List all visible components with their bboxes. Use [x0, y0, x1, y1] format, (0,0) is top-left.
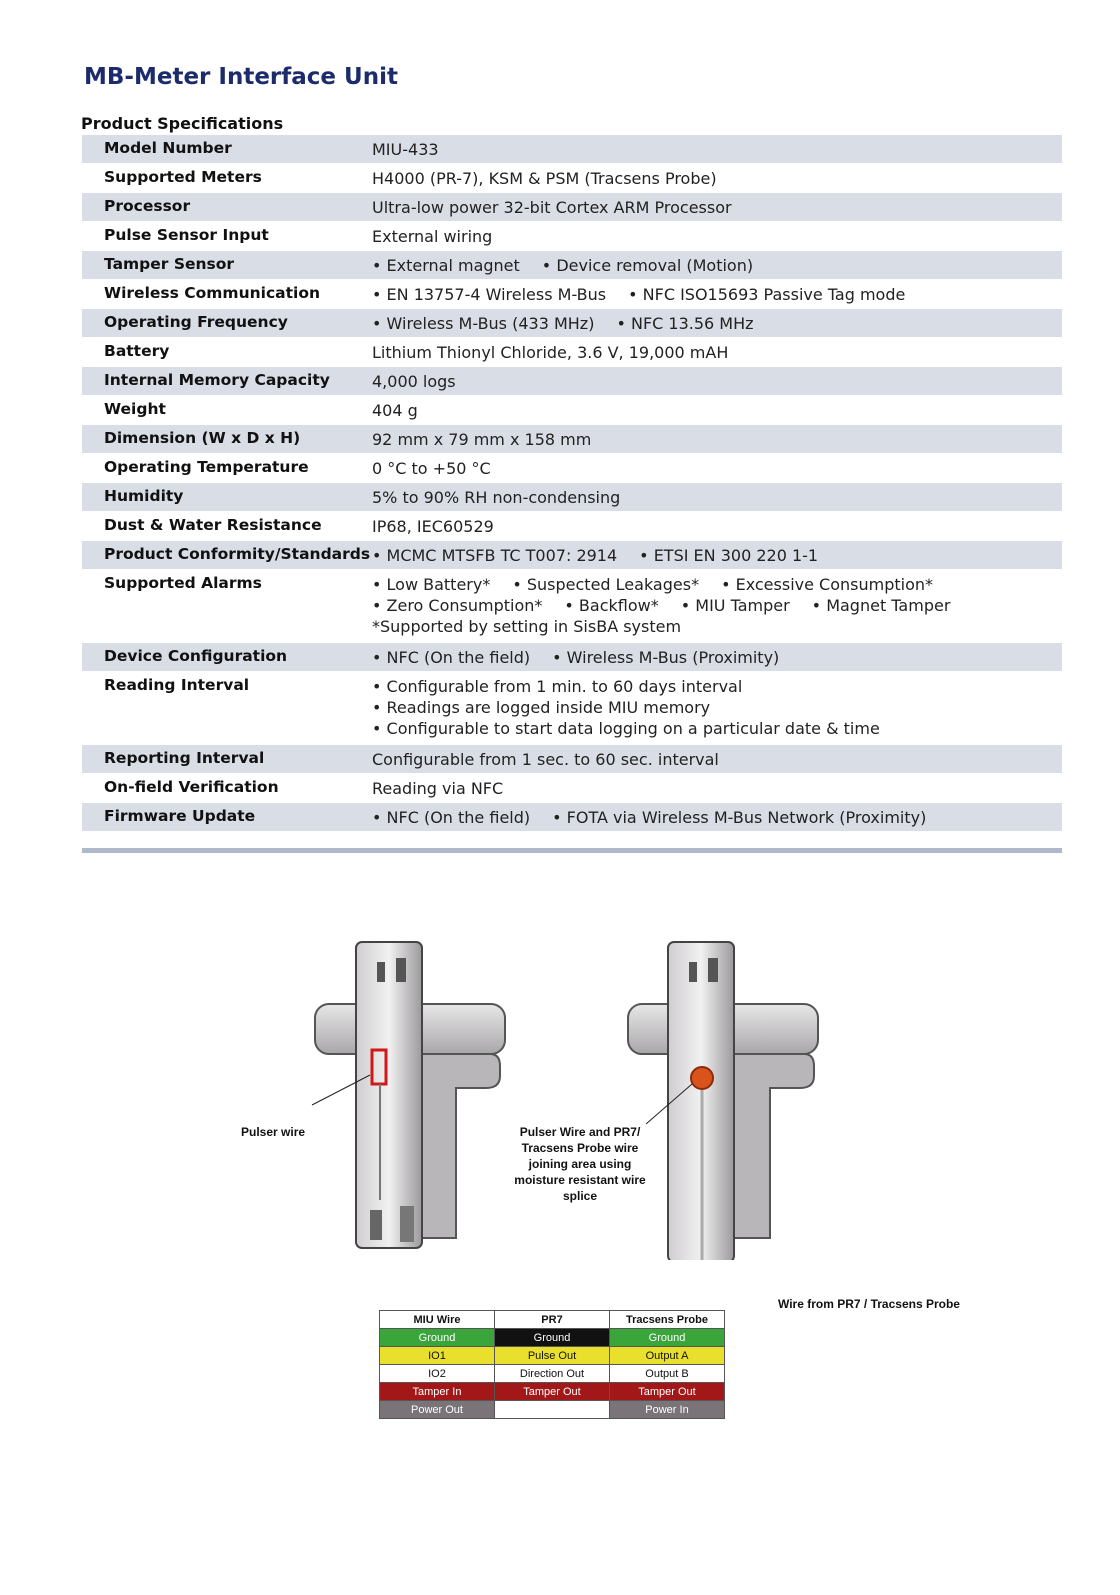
spec-value — [372, 338, 1062, 366]
wiring-cell: Power In — [610, 1401, 725, 1419]
spec-value-item: • NFC ISO15693 Passive Tag mode — [628, 285, 906, 304]
wiring-cell: Ground — [495, 1329, 610, 1347]
wiring-cell — [495, 1401, 610, 1419]
spec-label: Operating Frequency — [104, 313, 288, 331]
spec-row — [82, 570, 1062, 643]
wiring-header: MIU Wire — [380, 1311, 495, 1329]
spec-label: Firmware Update — [104, 807, 256, 825]
wiring-cell: Tamper In — [380, 1383, 495, 1401]
spec-label: Weight — [104, 400, 166, 418]
spec-row — [82, 280, 1062, 309]
spec-row — [82, 309, 1062, 338]
spec-value — [372, 570, 1062, 640]
spec-value — [372, 164, 1062, 192]
spec-value — [372, 222, 1062, 250]
spec-label: Reading Interval — [104, 676, 250, 694]
spec-label: Battery — [104, 342, 170, 360]
wiring-cell: Direction Out — [495, 1365, 610, 1383]
spec-row — [82, 643, 1062, 672]
spec-label: Internal Memory Capacity — [104, 371, 330, 389]
spec-value — [372, 774, 1062, 802]
spec-label: Supported Alarms — [104, 574, 262, 592]
spec-value-item: Reading via NFC — [372, 779, 504, 798]
spec-label: Reporting Interval — [104, 749, 265, 767]
spec-value-item: 5% to 90% RH non-condensing — [372, 488, 621, 507]
spec-value-item: • NFC (On the field) — [372, 808, 531, 827]
spec-row — [82, 454, 1062, 483]
spec-value — [372, 803, 1062, 831]
spec-row — [82, 164, 1062, 193]
wiring-row — [380, 1329, 725, 1347]
spec-label: Dust & Water Resistance — [104, 516, 322, 534]
spec-value-item: 0 °C to +50 °C — [372, 459, 491, 478]
spec-value-item: • External magnet — [372, 256, 520, 275]
spec-value-item: • Suspected Leakages* — [512, 575, 700, 594]
spec-value — [372, 367, 1062, 395]
spec-row — [82, 251, 1062, 280]
wiring-cell: Output B — [610, 1365, 725, 1383]
spec-value-item: • FOTA via Wireless M-Bus Network (Proximity) — [552, 808, 927, 827]
wiring-cell: IO2 — [380, 1365, 495, 1383]
spec-value-item: • EN 13757-4 Wireless M-Bus — [372, 285, 607, 304]
spec-row — [82, 672, 1062, 745]
spec-value — [372, 483, 1062, 511]
spec-value — [372, 193, 1062, 221]
spec-value-item: • ETSI EN 300 220 1-1 — [639, 546, 819, 565]
spec-value-item: Ultra-low power 32-bit Cortex ARM Processor — [372, 198, 732, 217]
spec-value-item: Lithium Thionyl Chloride, 3.6 V, 19,000 mAH — [372, 343, 729, 362]
spec-value — [372, 454, 1062, 482]
spec-value — [372, 541, 1062, 569]
spec-row — [82, 367, 1062, 396]
spec-value-item: • Backflow* — [564, 596, 659, 615]
miu-device-right — [628, 942, 818, 1260]
spec-row — [82, 483, 1062, 512]
spec-value-item: • Excessive Consumption* — [721, 575, 934, 594]
spec-value-item: • Configurable from 1 min. to 60 days interval — [372, 677, 743, 696]
wiring-cell: IO1 — [380, 1347, 495, 1365]
spec-label: Device Configuration — [104, 647, 288, 665]
spec-label: Model Number — [104, 139, 232, 157]
spec-label: Supported Meters — [104, 168, 262, 186]
table-bottom-rule — [82, 848, 1062, 853]
spec-value-item: 404 g — [372, 401, 418, 420]
wiring-table — [379, 1310, 725, 1419]
spec-value-item: IP68, IEC60529 — [372, 517, 494, 536]
wiring-cell: Ground — [610, 1329, 725, 1347]
spec-value-item: 92 mm x 79 mm x 158 mm — [372, 430, 592, 449]
spec-label: Dimension (W x D x H) — [104, 429, 301, 447]
spec-value-item: • Device removal (Motion) — [541, 256, 754, 275]
spec-value — [372, 309, 1062, 337]
spec-label: Product Conformity/Standards — [104, 545, 371, 563]
wiring-cell: Power Out — [380, 1401, 495, 1419]
spec-label: Wireless Communication — [104, 284, 321, 302]
spec-table — [82, 135, 1062, 832]
spec-value — [372, 425, 1062, 453]
spec-label: Humidity — [104, 487, 184, 505]
spec-value-item: *Supported by setting in SisBA system — [372, 617, 682, 636]
spec-value-item: • Wireless M-Bus (Proximity) — [552, 648, 780, 667]
section-heading: Product Specifications — [81, 114, 284, 133]
wiring-cell: Pulse Out — [495, 1347, 610, 1365]
spec-row — [82, 774, 1062, 803]
wiring-header: Tracsens Probe — [610, 1311, 725, 1329]
spec-value-item: • MCMC MTSFB TC T007: 2914 — [372, 546, 618, 565]
spec-value-item: • NFC 13.56 MHz — [616, 314, 754, 333]
spec-row — [82, 193, 1062, 222]
spec-value-item: • MIU Tamper — [680, 596, 790, 615]
wire-from-callout: Wire from PR7 / Tracsens Probe — [778, 1297, 960, 1311]
spec-label: Processor — [104, 197, 191, 215]
spec-value — [372, 251, 1062, 279]
spec-value-item: • Readings are logged inside MIU memory — [372, 698, 711, 717]
spec-row — [82, 512, 1062, 541]
spec-value-item: H4000 (PR-7), KSM & PSM (Tracsens Probe) — [372, 169, 717, 188]
spec-value-item: MIU-433 — [372, 140, 439, 159]
spec-label: Tamper Sensor — [104, 255, 235, 273]
wire-splice — [691, 1067, 713, 1089]
spec-row — [82, 425, 1062, 454]
wiring-row — [380, 1347, 725, 1365]
spec-value — [372, 396, 1062, 424]
joining-area-callout: Pulser Wire and PR7/ Tracsens Probe wire joining area using moisture resistant wire splice — [514, 1125, 646, 1203]
spec-label: On-field Verification — [104, 778, 279, 796]
spec-value — [372, 745, 1062, 773]
spec-value-item: Configurable from 1 sec. to 60 sec. interval — [372, 750, 719, 769]
spec-row — [82, 338, 1062, 367]
miu-device-left — [312, 942, 505, 1248]
spec-row — [82, 803, 1062, 832]
pulser-wire-callout: Pulser wire — [241, 1125, 306, 1139]
spec-value — [372, 280, 1062, 308]
spec-row — [82, 541, 1062, 570]
spec-value-item: • Low Battery* — [372, 575, 491, 594]
wiring-row — [380, 1365, 725, 1383]
spec-value-item: • Zero Consumption* — [372, 596, 543, 615]
spec-row — [82, 745, 1062, 774]
spec-value-item: • NFC (On the field) — [372, 648, 531, 667]
spec-value-item: • Configurable to start data logging on a particular date & time — [372, 719, 880, 738]
device-diagram — [0, 900, 1120, 1260]
spec-value-item: 4,000 logs — [372, 372, 456, 391]
spec-value-item: External wiring — [372, 227, 493, 246]
wiring-cell: Tamper Out — [495, 1383, 610, 1401]
spec-label: Operating Temperature — [104, 458, 309, 476]
spec-value — [372, 512, 1062, 540]
wiring-row — [380, 1383, 725, 1401]
wiring-row — [380, 1401, 725, 1419]
wiring-cell: Output A — [610, 1347, 725, 1365]
wiring-header: PR7 — [495, 1311, 610, 1329]
wiring-cell: Ground — [380, 1329, 495, 1347]
spec-value-item: • Magnet Tamper — [811, 596, 951, 615]
spec-value — [372, 643, 1062, 671]
spec-row — [82, 135, 1062, 164]
wiring-cell: Tamper Out — [610, 1383, 725, 1401]
spec-value-item: • Wireless M-Bus (433 MHz) — [372, 314, 595, 333]
spec-row — [82, 396, 1062, 425]
spec-value — [372, 135, 1062, 163]
page-title: MB-Meter Interface Unit — [84, 64, 398, 90]
spec-value — [372, 672, 1062, 742]
spec-label: Pulse Sensor Input — [104, 226, 269, 244]
spec-row — [82, 222, 1062, 251]
